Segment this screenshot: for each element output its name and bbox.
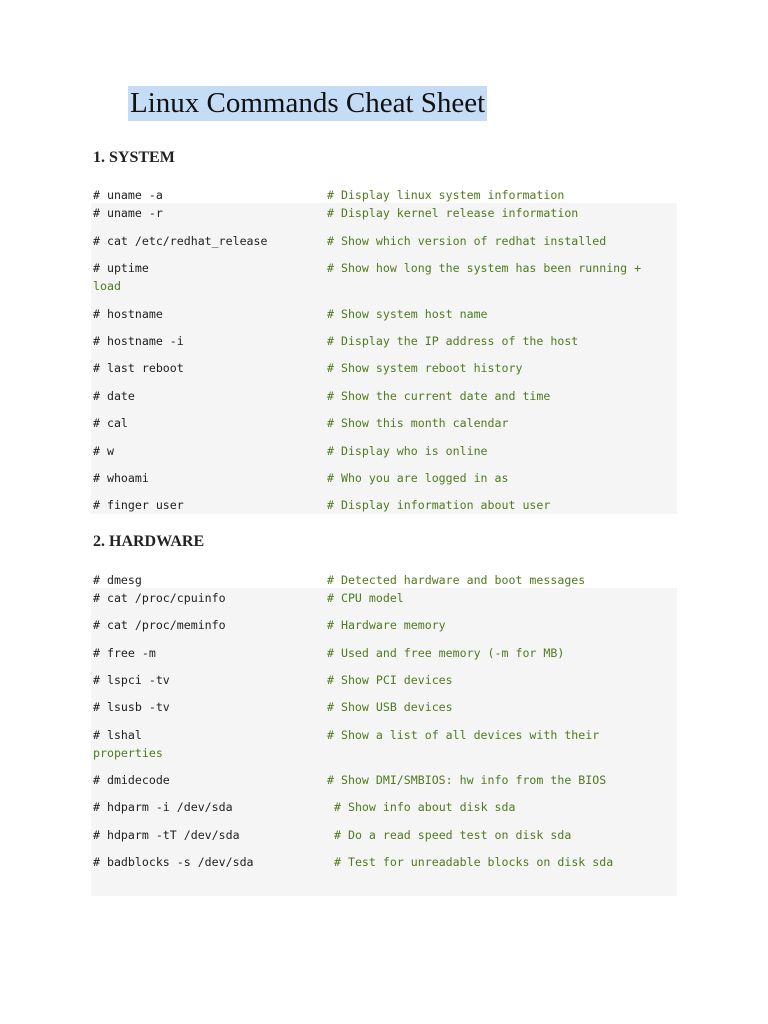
command-comment: # Test for unreadable blocks on disk sda <box>334 855 614 869</box>
command-row <box>93 305 488 323</box>
command-row <box>93 589 404 607</box>
command-comment: # Show info about disk sda <box>334 800 516 814</box>
command-row <box>93 442 488 460</box>
command-row <box>93 359 523 377</box>
command-text: # whoami <box>93 471 149 485</box>
command-text: # date <box>93 389 135 403</box>
command-text: # uname -a <box>93 188 163 202</box>
command-row <box>93 186 565 204</box>
command-row <box>93 259 642 277</box>
command-comment: # Used and free memory (-m for MB) <box>327 646 565 660</box>
command-comment-continuation: load <box>93 279 121 293</box>
command-text: # last reboot <box>93 361 184 375</box>
command-row <box>93 496 551 514</box>
command-text: # hostname <box>93 307 163 321</box>
command-text: # uname -r <box>93 206 163 220</box>
section-heading-system: 1. SYSTEM <box>93 149 175 166</box>
command-text: # cal <box>93 416 128 430</box>
command-row <box>93 644 565 662</box>
command-comment: # Show system reboot history <box>327 361 523 375</box>
command-comment: # Detected hardware and boot messages <box>327 573 586 587</box>
command-comment: # Show which version of redhat installed <box>327 234 607 248</box>
command-text: # finger user <box>93 498 184 512</box>
command-comment: # Show PCI devices <box>327 673 453 687</box>
command-text: # dmidecode <box>93 773 170 787</box>
command-row <box>93 698 453 716</box>
command-comment: # Display the IP address of the host <box>327 334 579 348</box>
command-text: # hdparm -tT /dev/sda <box>93 828 240 842</box>
section-heading-hardware: 2. HARDWARE <box>93 533 205 550</box>
command-comment: # Show system host name <box>327 307 488 321</box>
command-row <box>93 826 572 844</box>
command-row <box>93 469 509 487</box>
command-text: # cat /etc/redhat_release <box>93 234 268 248</box>
command-text: # free -m <box>93 646 156 660</box>
command-text: # badblocks -s /dev/sda <box>93 855 254 869</box>
command-row <box>93 616 446 634</box>
command-row <box>93 204 579 222</box>
command-comment: # Show the current date and time <box>327 389 551 403</box>
command-row <box>93 798 516 816</box>
command-row <box>93 726 600 744</box>
page-title: Linux Commands Cheat Sheet <box>130 87 486 119</box>
command-text: # dmesg <box>93 573 142 587</box>
command-comment: # Show how long the system has been running + <box>327 261 642 275</box>
command-text: # lsusb -tv <box>93 700 170 714</box>
command-comment: # Show this month calendar <box>327 416 509 430</box>
command-comment-continuation: properties <box>93 746 163 760</box>
command-text: # hostname -i <box>93 334 184 348</box>
command-text: # cat /proc/cpuinfo <box>93 591 226 605</box>
command-text: # cat /proc/meminfo <box>93 618 226 632</box>
command-comment: # Show a list of all devices with their <box>327 728 600 742</box>
command-comment: # Do a read speed test on disk sda <box>334 828 572 842</box>
command-row <box>93 414 509 432</box>
command-comment: # Display who is online <box>327 444 488 458</box>
command-text: # hdparm -i /dev/sda <box>93 800 233 814</box>
command-text: # uptime <box>93 261 149 275</box>
command-row <box>93 571 586 589</box>
command-comment: # Display kernel release information <box>327 206 579 220</box>
command-row <box>93 671 453 689</box>
command-text: # lspci -tv <box>93 673 170 687</box>
command-comment: # Hardware memory <box>327 618 446 632</box>
command-comment: # CPU model <box>327 591 404 605</box>
command-row <box>93 332 579 350</box>
command-text: # w <box>93 444 114 458</box>
command-row <box>93 853 614 871</box>
command-comment: # Display information about user <box>327 498 551 512</box>
command-comment: # Who you are logged in as <box>327 471 509 485</box>
command-comment: # Display linux system information <box>327 188 565 202</box>
command-comment: # Show USB devices <box>327 700 453 714</box>
command-row <box>93 387 551 405</box>
command-text: # lshal <box>93 728 142 742</box>
command-row <box>93 771 607 789</box>
command-comment: # Show DMI/SMBIOS: hw info from the BIOS <box>327 773 607 787</box>
command-row <box>93 232 607 250</box>
